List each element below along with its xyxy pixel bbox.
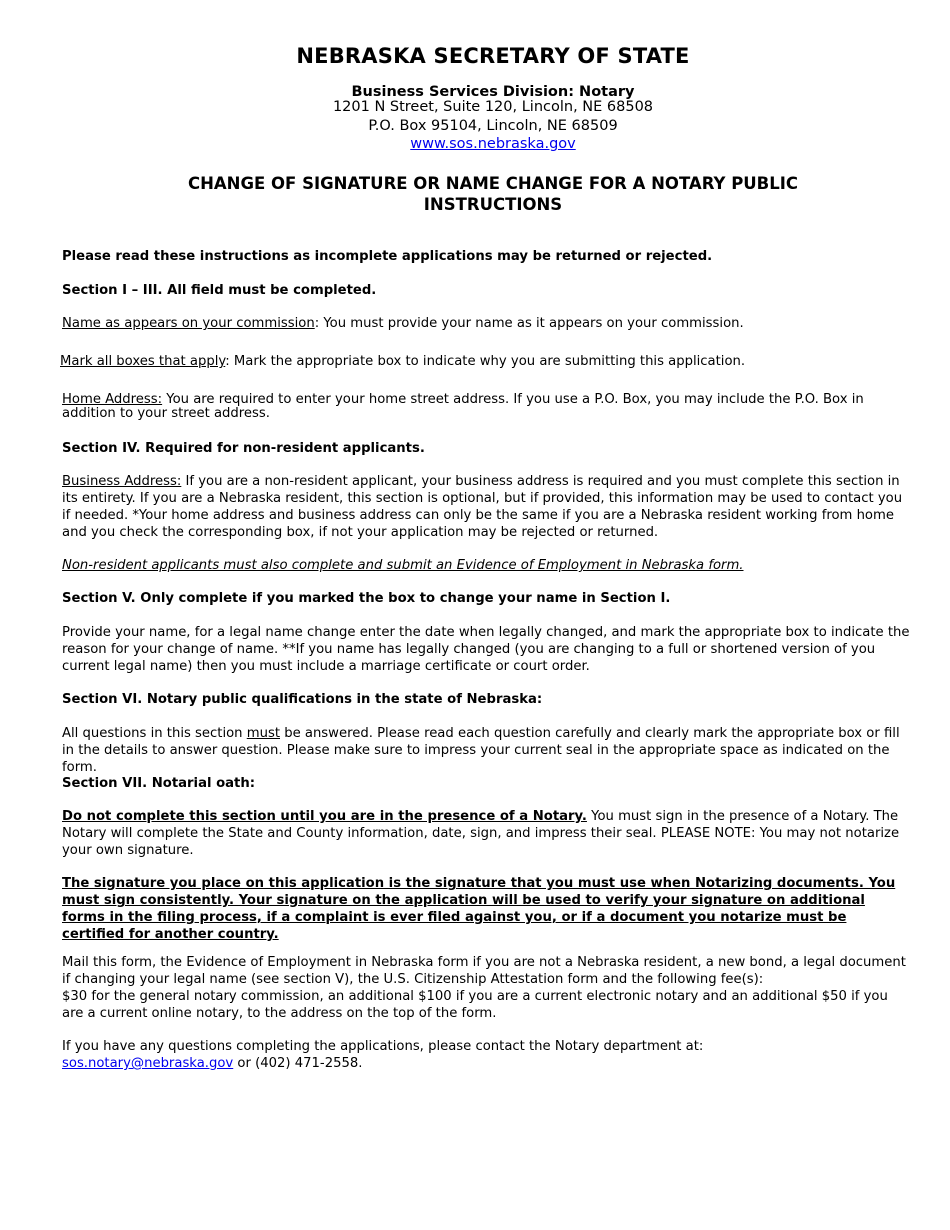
intro-warning: Please read these instructions as incomplete applications may be returned or rejected. bbox=[62, 249, 713, 264]
notary-presence-warning: Do not complete this section until you are in the presence of a Notary. bbox=[62, 809, 587, 824]
contact-details bbox=[62, 1055, 912, 1072]
section-5-heading: Section V. Only complete if you marked the box to change your name in Section I. bbox=[62, 591, 671, 606]
section-6-text-after: be answered. Please read each question carefully and clearly mark the appropriate box or fill in the details to answer question. Please make sure to impress your current seal in the appropriate space as indicated on the form. bbox=[62, 726, 900, 775]
section-7-text bbox=[62, 808, 912, 859]
agency-title: NEBRASKA SECRETARY OF STATE bbox=[296, 44, 690, 68]
form-title-line2: INSTRUCTIONS bbox=[423, 195, 563, 214]
business-text: If you are a non-resident applicant, your business address is required and you must complete this section in its entirety. If you are a Nebraska resident, this section is optional, but if provided, this information may be used to contact you if needed. *Your home address and business address can only be the same if you are a Nebraska resident working from home and you check the corresponding box, if not your application may be rejected or returned. bbox=[62, 474, 903, 540]
section-7-heading: Section VII. Notarial oath: bbox=[62, 776, 256, 791]
section-1-3-heading: Section I – III. All field must be completed. bbox=[62, 283, 377, 298]
signature-notice: The signature you place on this application is the signature that you must use when Notarizing documents. You must sign consistently. Your signature on the application will be used to verify your signature on additional forms in the filing process, if a complaint is ever filed against you, or if a document you notarize must be certified for another country. bbox=[62, 876, 896, 942]
mailing-instructions: Mail this form, the Evidence of Employment in Nebraska form if you are not a Nebraska resident, a new bond, a legal document if changing your legal name (see section V), the U.S. Citizenship Attestation form and the following fee(s): bbox=[62, 955, 906, 987]
section-6-text bbox=[62, 725, 912, 776]
business-label: Business Address: bbox=[62, 474, 182, 489]
contact-phone: or (402) 471-2558. bbox=[233, 1056, 363, 1071]
boxes-text: : Mark the appropriate box to indicate why you are submitting this application. bbox=[225, 354, 746, 369]
non-resident-note: Non-resident applicants must also complete and submit an Evidence of Employment in Nebraska form. bbox=[62, 558, 744, 573]
website-link[interactable]: www.sos.nebraska.gov bbox=[410, 136, 576, 152]
fee-details: $30 for the general notary commission, an additional $100 if you are a current electronic notary and an additional $50 if you are a current online notary, to the address on the top of the form. bbox=[62, 989, 888, 1021]
name-instruction bbox=[62, 315, 912, 332]
section-6-text-before: All questions in this section bbox=[62, 726, 247, 741]
business-address-instruction bbox=[62, 473, 912, 541]
name-text: : You must provide your name as it appears on your commission. bbox=[314, 316, 744, 331]
section-4-heading: Section IV. Required for non-resident applicants. bbox=[62, 441, 425, 456]
form-title bbox=[0, 173, 950, 215]
section-5-text: Provide your name, for a legal name change enter the date when legally changed, and mark the appropriate box to indicate the reason for your change of name. **If you name has legally changed (you are changing to a full or shortened version of you current legal name) then you must include a marriage certificate or court order. bbox=[62, 625, 910, 674]
section-6-heading: Section VI. Notary public qualifications in the state of Nebraska: bbox=[62, 692, 543, 707]
contact-text: If you have any questions completing the applications, please contact the Notary department at: bbox=[62, 1039, 704, 1054]
po-box-address: P.O. Box 95104, Lincoln, NE 68509 bbox=[368, 118, 618, 134]
home-text: You are required to enter your home street address. If you use a P.O. Box, you may include the P.O. Box in addition to your street address. bbox=[62, 392, 864, 421]
section-6-must: must bbox=[246, 726, 280, 741]
street-address: 1201 N Street, Suite 120, Lincoln, NE 68508 bbox=[332, 99, 654, 115]
boxes-instruction bbox=[60, 353, 910, 370]
form-title-line1: CHANGE OF SIGNATURE OR NAME CHANGE FOR A NOTARY PUBLIC bbox=[187, 174, 799, 193]
section-7-body: You must sign in the presence of a Notary. The Notary will complete the State and County information, date, sign, and impress their seal. PLEASE NOTE: You may not notarize your own signature. bbox=[62, 809, 900, 858]
boxes-label: Mark all boxes that apply bbox=[60, 354, 226, 369]
home-label: Home Address: bbox=[62, 392, 163, 407]
division-name: Business Services Division: Notary bbox=[351, 84, 635, 100]
website-link-wrap bbox=[0, 136, 950, 152]
home-address-instruction bbox=[62, 393, 912, 421]
notary-email-link[interactable]: sos.notary@nebraska.gov bbox=[62, 1056, 234, 1071]
name-label: Name as appears on your commission bbox=[62, 316, 315, 331]
